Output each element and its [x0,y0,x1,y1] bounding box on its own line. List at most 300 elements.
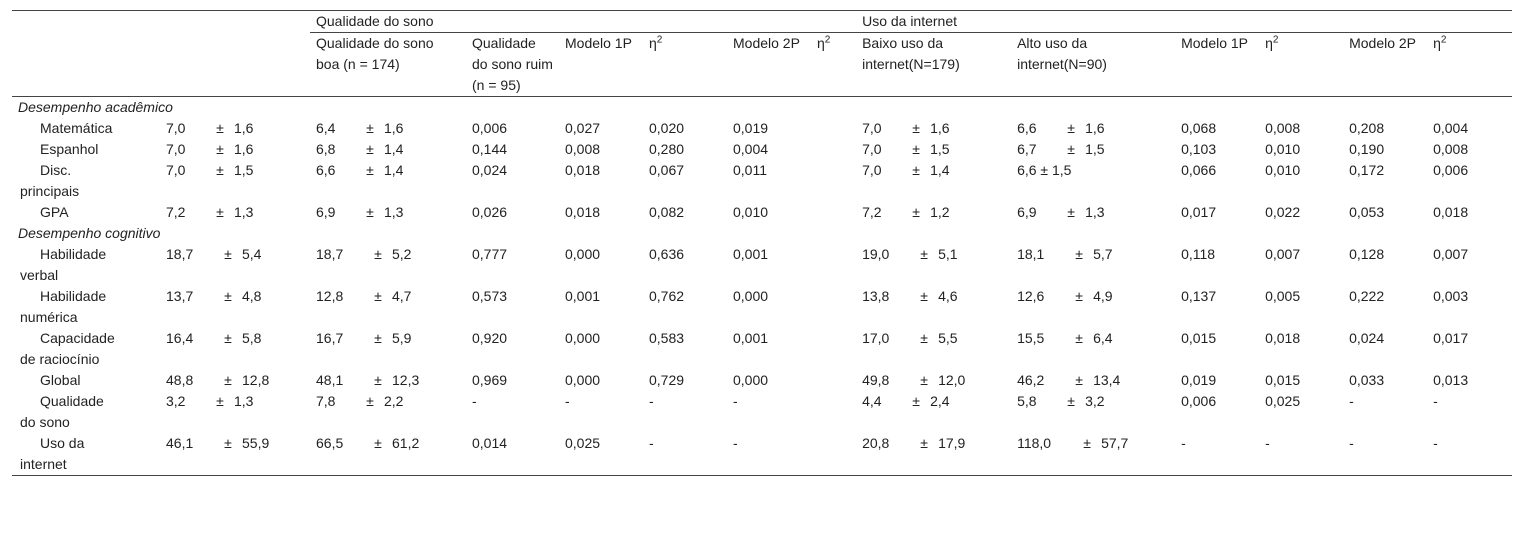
table-cell [1011,328,1175,370]
mean-value: 6,6 [316,162,336,178]
table-cell: 0,004 [1433,120,1469,136]
plus-minus: ± [1075,372,1083,388]
table-cell: 0,006 [472,120,508,136]
mean-value: 7,8 [316,393,336,409]
row-label-line: internet [20,456,67,472]
plus-minus: ± [216,393,224,409]
table-cell: 0,025 [559,433,643,476]
plus-minus: ± [1067,393,1075,409]
row-label-line: verbal [20,267,59,283]
total-wrap [166,370,292,391]
mean-value: 7,2 [166,204,186,220]
mean-value: 13,8 [862,288,890,304]
mean-sd [316,391,460,412]
table-cell [811,202,856,223]
section-row [12,223,1512,244]
table-cell [310,244,466,286]
mean-sd [1017,202,1169,223]
table-cell: 0,018 [565,162,601,178]
table-cell [856,370,1011,391]
row-label-line: Habilidade [40,246,107,262]
table-cell: 0,003 [1433,288,1469,304]
mean-value: 7,0 [862,162,882,178]
mean-sd [166,244,292,265]
sd-value: 1,6 [1085,120,1105,136]
sd-value: 1,3 [384,204,404,220]
table-cell: 0,010 [1265,162,1301,178]
table-cell: 0,066 [1181,162,1217,178]
table-cell: - [1349,393,1354,409]
total-wrap [166,286,292,307]
table-cell [856,244,1011,286]
table-cell [1011,391,1175,433]
table-cell: 0,067 [649,162,685,178]
plus-minus: ± [224,372,232,388]
eta-superscript: 2 [824,34,831,46]
mean-sd [1017,370,1169,391]
row-label-line: Disc. [40,162,72,178]
table-cell: 0,015 [1181,330,1217,346]
table-cell: 0,013 [1433,372,1469,388]
mean-sd [862,370,1005,391]
mean-sd [316,244,460,265]
mean-value: 6,9 [316,204,336,220]
mean-value: 48,8 [166,372,194,388]
mean-value: 6,9 [1017,204,1037,220]
plus-minus: ± [912,204,920,220]
mean-value: 7,0 [166,120,186,136]
sd-value: 1,3 [234,393,254,409]
row-label-cell [12,139,310,160]
table-cell: 0,011 [733,162,767,178]
plus-minus: ± [912,120,920,136]
mean-sd [862,286,1005,307]
row-label-line: Qualidade [40,393,104,409]
table-cell [1011,139,1175,160]
plus-minus: ± [224,288,232,304]
section-label: Desempenho acadêmico [18,99,173,115]
table-cell: 0,005 [1265,288,1301,304]
table-cell: 0,024 [1349,330,1385,346]
sd-value: 1,2 [930,204,950,220]
data-table [12,10,1512,476]
plus-minus: ± [366,162,374,178]
sd-value: 5,2 [392,246,412,262]
table-cell: 0,280 [649,141,685,157]
table-cell [811,139,856,160]
mean-value: 4,4 [862,393,882,409]
sd-value: 1,6 [234,141,254,157]
mean-value: 16,4 [166,330,194,346]
table-cell [856,328,1011,370]
sd-value: 2,2 [384,393,404,409]
table-cell [856,202,1011,223]
mean-value: 7,0 [862,141,882,157]
table-cell [811,118,856,139]
sd-value: 1,5 [234,162,254,178]
column-header: Modelo 1P [1175,33,1259,97]
mean-sd [166,433,292,454]
mean-sd [862,118,1005,139]
plus-minus: ± [920,246,928,262]
table-cell: 0,118 [1181,246,1216,262]
table-cell [310,286,466,328]
plus-minus: ± [920,288,928,304]
table-cell: 0,015 [1265,372,1301,388]
sd-value: 57,7 [1101,435,1129,451]
table-cell: - [643,433,727,476]
table-cell [1011,118,1175,139]
table-cell [310,118,466,139]
table-cell: - [565,393,570,409]
table-cell: 0,000 [565,330,601,346]
sd-value: 5,4 [242,246,262,262]
total-wrap [166,244,292,265]
plus-minus: ± [374,330,382,346]
mean-sd [1017,139,1169,160]
mean-value: 66,5 [316,435,344,451]
mean-sd [316,433,460,454]
table-cell: 0,019 [1181,372,1217,388]
column-header: $\eta^2$ [643,33,727,97]
row-label-line: GPA [40,204,69,220]
table-row [12,202,1512,223]
row-label-line: de raciocínio [20,351,100,367]
mean-sd [316,202,460,223]
plus-minus: ± [1067,141,1075,157]
plus-minus: ± [374,288,382,304]
mean-value: 49,8 [862,372,890,388]
mean-sd [166,160,284,181]
table-cell: 0,729 [649,372,685,388]
mean-sd [166,328,292,349]
plus-minus: ± [374,372,382,388]
row-label-cell [12,433,310,476]
column-header: $\eta^2$ [1259,33,1343,97]
table-cell [1011,433,1175,476]
table-cell: - [1259,433,1343,476]
sd-value: 12,3 [392,372,420,388]
table-cell [310,160,466,202]
table-cell: - [727,433,811,476]
sd-value: 55,9 [242,435,270,451]
table-cell [811,286,856,328]
table-cell: 0,190 [1349,141,1385,157]
table-cell: 0,020 [649,120,685,136]
column-header-row [12,33,1512,97]
table-cell [1011,244,1175,286]
mean-value: 15,5 [1017,330,1045,346]
mean-value: 48,1 [316,372,344,388]
sd-value: 1,3 [1085,204,1105,220]
row-label [22,391,166,433]
table-cell: 0,022 [1265,204,1301,220]
column-header: Modelo 2P [727,33,811,97]
mean-sd [166,391,284,412]
row-label-line: numérica [20,309,78,325]
table-cell [856,139,1011,160]
row-label [22,328,166,370]
column-header: Qualidade do sono ruim (n = 95) [466,33,559,97]
mean-sd [862,244,1005,265]
row-label-cell [12,391,310,433]
table-cell: 0,008 [1265,120,1301,136]
row-label-line: Espanhol [40,141,99,157]
section-label: Desempenho cognitivo [18,225,161,241]
mean-sd [1017,433,1169,454]
sd-value: 4,7 [392,288,412,304]
eta-superscript: 2 [656,34,663,46]
table-cell [856,160,1011,202]
table-cell: 0,172 [1349,162,1385,178]
mean-value: 17,0 [862,330,890,346]
table-cell: 0,144 [472,141,508,157]
table-cell: 0,008 [1433,141,1469,157]
sd-value: 1,4 [384,162,404,178]
row-label-line: do sono [20,414,70,430]
row-label-cell [12,160,310,202]
table-cell [856,118,1011,139]
sd-value: 12,8 [242,372,270,388]
table-cell: 0,000 [733,288,769,304]
mean-sd [1017,391,1169,412]
table-cell: 0,969 [472,372,508,388]
table-cell [856,433,1011,476]
plus-minus: ± [920,372,928,388]
plus-minus: ± [224,246,232,262]
sd-value: 1,4 [930,162,950,178]
sd-value: 1,3 [234,204,254,220]
row-label [22,244,166,286]
mean-sd [166,118,284,139]
row-label [22,202,166,223]
plus-minus: ± [1067,204,1075,220]
mean-value: 18,7 [166,246,194,262]
mean-sd [316,118,460,139]
column-header: Modelo 2P [1343,33,1427,97]
mean-sd [166,286,292,307]
mean-value: 118,0 [1017,435,1052,451]
table-row [12,118,1512,139]
row-label [22,160,166,202]
table-cell: 0,001 [733,330,769,346]
plus-minus: ± [1075,288,1083,304]
plus-minus: ± [216,120,224,136]
table-cell: 0,006 [1433,162,1469,178]
table-cell: 0,018 [1265,330,1301,346]
table-cell: 0,636 [649,246,685,262]
row-label-cell [12,244,310,286]
group-header-sleep: Qualidade do sono [310,11,856,33]
row-label-cell [12,118,310,139]
row-label-cell [12,202,310,223]
mean-value: 6,6 [1017,120,1037,136]
table-cell [811,244,856,286]
sd-value: 1,4 [384,141,404,157]
mean-sd [316,328,460,349]
table-cell: 0,762 [649,288,685,304]
row-label-line: Capacidade [40,330,115,346]
mean-value: 7,0 [166,141,186,157]
plus-minus: ± [366,120,374,136]
plus-minus: ± [912,141,920,157]
sd-value: 4,6 [938,288,958,304]
total-wrap [166,391,284,412]
row-label [22,286,166,328]
table-cell [310,328,466,370]
table-cell: 0,014 [466,433,559,476]
header-empty [12,11,310,33]
table-cell: 0,019 [733,120,769,136]
table-cell: 0,033 [1349,372,1385,388]
table-cell: 0,001 [565,288,601,304]
plus-minus: ± [216,204,224,220]
mean-sd [166,370,292,391]
sd-value: 13,4 [1093,372,1121,388]
table-cell: 0,018 [565,204,601,220]
mean-sd [166,139,284,160]
sd-value: 12,0 [938,372,966,388]
mean-value: 13,7 [166,288,194,304]
sd-value: 1,6 [234,120,254,136]
plus-minus: ± [374,246,382,262]
sd-value: 5,1 [938,246,958,262]
table-cell: 0,008 [565,141,601,157]
table-body [12,97,1512,476]
mean-sd [1017,118,1169,139]
plus-minus: ± [1075,330,1083,346]
sd-value: 5,9 [392,330,412,346]
total-wrap [166,139,284,160]
table-cell: - [1175,433,1259,476]
table-cell: 0,000 [565,372,601,388]
table-cell [811,328,856,370]
row-label-cell [12,370,310,391]
row-label-line: Matemática [40,120,113,136]
table-row [12,328,1512,370]
row-label-line: Global [40,372,81,388]
table-cell [310,433,466,476]
mean-value: 18,1 [1017,246,1045,262]
group-header-row [12,11,1512,33]
table-cell: - [472,393,477,409]
table-cell [811,391,856,433]
mean-sd [1017,286,1169,307]
mean-sd [316,286,460,307]
plus-minus: ± [920,330,928,346]
plus-minus: ± [912,162,920,178]
mean-sd [862,160,1005,181]
table-cell [811,370,856,391]
table-cell: 0,027 [565,120,601,136]
mean-sd [1017,328,1169,349]
sd-value: 1,5 [1085,141,1105,157]
mean-value: 19,0 [862,246,890,262]
table-cell: 0,068 [1181,120,1217,136]
plus-minus: ± [224,330,232,346]
mean-value: 5,8 [1017,393,1037,409]
mean-sd [862,202,1005,223]
table-cell [856,286,1011,328]
group-header-internet: Uso da internet [856,11,1512,33]
table-cell: 0,010 [1265,141,1301,157]
mean-value: 18,7 [316,246,344,262]
mean-sd [316,160,460,181]
row-label [22,118,166,139]
table-cell: 0,006 [1181,393,1217,409]
table-cell: 0,000 [565,246,601,262]
table-cell [811,433,856,476]
mean-value: 3,2 [166,393,186,409]
sd-value: 5,8 [242,330,262,346]
table-row [12,370,1512,391]
plus-minus: ± [1075,246,1083,262]
plus-minus: ± [374,435,382,451]
table-cell: 0,208 [1349,120,1385,136]
mean-value: 16,7 [316,330,344,346]
mean-sd [862,391,1005,412]
table-cell: 0,082 [649,204,685,220]
table-cell: 0,920 [472,330,508,346]
plus-minus: ± [366,141,374,157]
mean-sd [166,202,284,223]
sd-value: 4,8 [242,288,262,304]
plus-minus: ± [216,141,224,157]
mean-sd [862,328,1005,349]
section-row [12,97,1512,119]
table-cell: - [1427,433,1512,476]
plus-minus: ± [224,435,232,451]
table-cell: - [1343,433,1427,476]
table-cell: 0,103 [1181,141,1217,157]
sd-value: 1,5 [930,141,950,157]
table-cell [310,139,466,160]
table-cell: 0,026 [472,204,508,220]
mean-sd [1017,244,1169,265]
eta-superscript: 2 [1272,34,1279,46]
table-cell: 0,025 [1265,393,1301,409]
total-wrap [166,160,284,181]
sd-value: 6,4 [1093,330,1113,346]
table-cell [310,370,466,391]
mean-value: 46,1 [166,435,194,451]
row-label-cell [12,328,310,370]
row-label-line: Habilidade [40,288,107,304]
mean-sd [316,139,460,160]
table-cell: 0,053 [1349,204,1385,220]
table-cell: 0,573 [472,288,508,304]
sd-value: 17,9 [938,435,966,451]
mean-value: 7,0 [166,162,186,178]
plus-minus: ± [1067,120,1075,136]
table-row [12,244,1512,286]
column-header: Alto uso da internet(N=90) [1011,33,1175,97]
plus-minus: ± [920,435,928,451]
sd-value: 1,6 [930,120,950,136]
mean-value: 12,6 [1017,288,1045,304]
total-wrap [166,118,284,139]
column-header: $\eta^2$ [811,33,856,97]
table-cell: 0,004 [733,141,769,157]
table-row [12,286,1512,328]
mean-value: 20,8 [862,435,890,451]
column-header: Baixo uso da internet(N=179) [856,33,1011,97]
row-label-line: Uso da [40,435,85,451]
table-cell: - [733,393,738,409]
plus-minus: ± [366,204,374,220]
table-cell [310,202,466,223]
table-cell [1011,286,1175,328]
